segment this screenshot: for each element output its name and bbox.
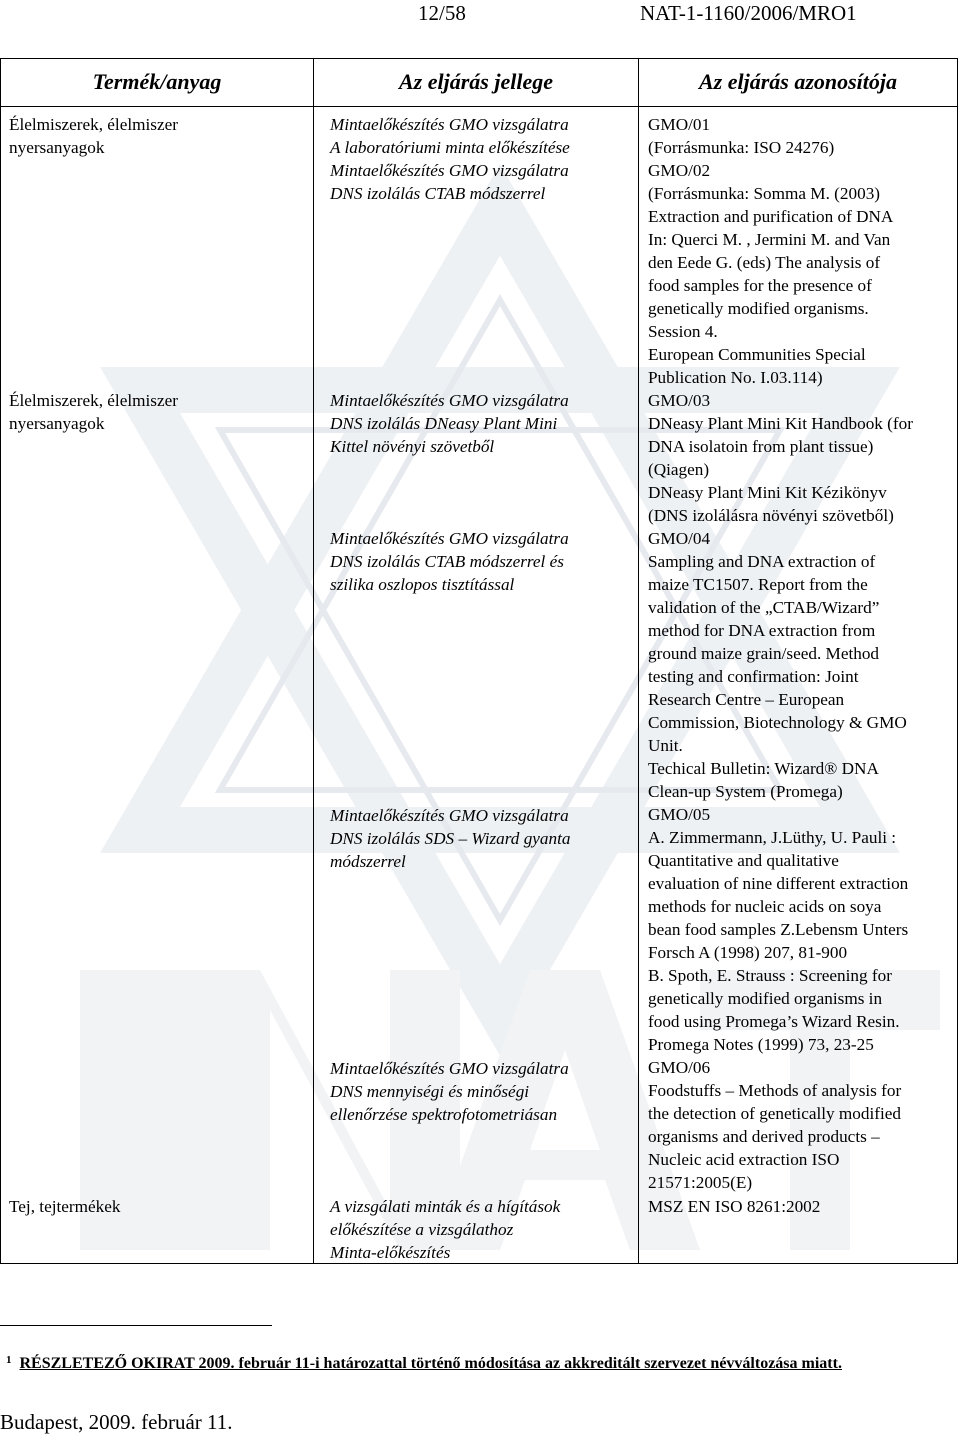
column-header-procedure-type: Az eljárás jellege xyxy=(399,69,553,94)
footnote-text: RÉSZLETEZŐ OKIRAT 2009. február 11-i határozattal történő módosítása az akkreditált szervezet névváltozása miatt. xyxy=(19,1355,842,1372)
header-divider xyxy=(1,106,957,107)
procedure-cell: A vizsgálati minták és a hígítások előkészítése a vizsgálathoz Minta-előkészítés xyxy=(330,1197,561,1262)
footnote-number: 1 xyxy=(6,1354,12,1366)
document-id: NAT-1-1160/2006/MRO1 xyxy=(640,1,857,25)
column-divider xyxy=(313,59,314,1263)
procedure-id-cell: MSZ EN ISO 8261:2002 xyxy=(648,1197,821,1216)
product-cell: Tej, tejtermékek xyxy=(9,1197,121,1216)
footnote-separator xyxy=(0,1325,272,1326)
accreditation-table xyxy=(0,58,958,1264)
page-number: 12/58 xyxy=(418,1,466,25)
place-and-date: Budapest, 2009. február 11. xyxy=(0,1410,233,1434)
procedure-cell: Mintaelőkészítés GMO vizsgálatra DNS mennyiségi és minőségi ellenőrzése spektrofotometriásan xyxy=(330,1059,569,1124)
procedure-cell: Mintaelőkészítés GMO vizsgálatra DNS izolálás CTAB módszerrel és szilika oszlopos tisztítással xyxy=(330,529,569,594)
procedure-cell: Mintaelőkészítés GMO vizsgálatra DNS izolálás DNeasy Plant Mini Kittel növényi szövetből xyxy=(330,391,569,456)
product-cell: Élelmiszerek, élelmiszer nyersanyagok xyxy=(9,391,178,433)
column-header-procedure-id: Az eljárás azonosítója xyxy=(698,69,898,94)
footnote xyxy=(6,1353,842,1375)
procedure-cell: Mintaelőkészítés GMO vizsgálatra DNS izolálás SDS – Wizard gyanta módszerrel xyxy=(330,806,571,871)
product-cell: Élelmiszerek, élelmiszer nyersanyagok xyxy=(9,115,178,157)
column-header-product: Termék/anyag xyxy=(92,69,222,94)
procedure-cell: Mintaelőkészítés GMO vizsgálatra A laboratóriumi minta előkészítése Mintaelőkészítés GMO vizsgálatra DNS izolálás CTAB módszerrel xyxy=(330,115,570,203)
column-divider xyxy=(638,59,639,1263)
procedure-id-cell: GMO/01 (Forrásmunka: ISO 24276) GMO/02 (Forrásmunka: Somma M. (2003) Extraction and purification of DNA In: Querci M. , Jermini M. and Van den Eede G. (eds) The analysis of food samples for the presence of genetically modified organisms. Session 4. European Communities Special Publication No. I.03.114) GMO/03 DNeasy Plant Mini Kit Handbook (for DNA isolatoin from plant tissue) (Qiagen) DNeasy Plant Mini Kit Kézikönyv (DNS izolálásra növényi szövetből) GMO/04 Sampling and DNA extraction of maize TC1507. Report from the validation of the „CTAB/Wizard” method for DNA extraction from ground maize grain/seed. Method testing and confirmation: Joint Research Centre – European Commission, Biotechnology & GMO Unit. Techical Bulletin: Wizard® DNA Clean-up System (Promega) GMO/05 A. Zimmermann, J.Lüthy, U. Pauli : Quantitative and qualitative evaluation of nine different extraction methods for nucleic acids on soya bean food samples Z.Lebensm Unters Forsch A (1998) 207, 81-900 B. Spoth, E. Strauss : Screening for genetically modified organisms in food using Promega’s Wizard Resin. Promega Notes (1999) 73, 23-25 GMO/06 Foodstuffs – Methods of analysis for the detection of genetically modified organisms and derived products – Nucleic acid extraction ISO 21571:2005(E) xyxy=(648,115,913,1192)
